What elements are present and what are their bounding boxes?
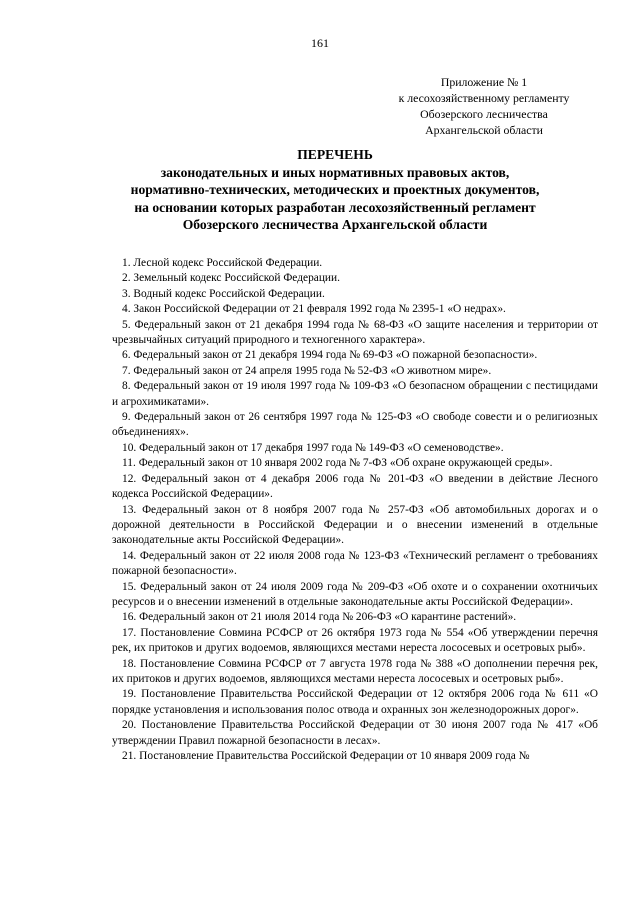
list-item [112, 503, 598, 549]
list-item-text: Федеральный закон от 4 декабря 2006 года № 201-ФЗ «О введении в действие Лесного кодекса Российской Федерации». [112, 472, 598, 501]
list-item-number: 21. [122, 750, 137, 762]
list-item-number: 8. [122, 380, 131, 393]
list-item [112, 687, 598, 718]
list-item-number: 18. [122, 657, 137, 670]
list-item [112, 318, 598, 349]
list-item [112, 626, 598, 657]
heading-line: Обозерского лесничества Архангельской области [182, 217, 488, 233]
appendix-line: Приложение № 1 [440, 75, 528, 89]
list-item-number: 20. [122, 719, 137, 732]
list-item [112, 441, 598, 456]
list-item [112, 749, 598, 764]
list-item [112, 549, 598, 580]
page-number: 161 [311, 36, 329, 50]
list-item [112, 348, 598, 363]
list-item-text: Федеральный закон от 22 июля 2008 года № 123-ФЗ «Технический регламент о требованиях пожарной безопасности». [112, 549, 598, 578]
list-item-text: Земельный кодекс Российской Федерации. [133, 272, 340, 285]
list-item-number: 7. [122, 364, 131, 377]
list-item [112, 610, 598, 625]
list-item-text: Федеральный закон от 21 декабря 1994 года № 68-ФЗ «О защите населения и территории от чрезвычайных ситуаций природного и техногенного характера». [112, 318, 598, 347]
appendix-note [370, 74, 598, 138]
list-item-number: 2. [122, 272, 131, 285]
list-item [112, 364, 598, 379]
list-item-number: 1. [122, 257, 131, 269]
list-item-number: 17. [122, 626, 137, 639]
list-item-number: 11. [122, 457, 136, 470]
list-item [112, 410, 598, 441]
heading-title: ПЕРЕЧЕНЬ [297, 147, 373, 162]
appendix-line: Обозерского лесничества [420, 107, 548, 121]
list-item-number: 12. [122, 472, 137, 485]
list-item [112, 718, 598, 749]
list-item-number: 5. [122, 318, 131, 331]
heading-line: законодательных и иных нормативных правовых актов, [160, 164, 510, 180]
list-item [112, 379, 598, 410]
list-item-text: Постановление Совмина РСФСР от 26 октября 1973 года № 554 «Об утверждении перечня рек, их притоков и других водоемов, являющихся местами нереста лососевых и осетровых рыб». [112, 626, 598, 655]
list-item-text: Постановление Совмина РСФСР от 7 августа 1978 года № 388 «О дополнении перечня рек, их притоков и других водоемов, являющихся местами нереста лососевых и осетровых рыб». [112, 657, 598, 685]
list-item-number: 3. [122, 287, 131, 300]
list-item [112, 456, 598, 471]
list-item-number: 15. [122, 580, 137, 593]
list-item-number: 10. [122, 441, 137, 454]
list-item-text: Закон Российской Федерации от 21 февраля 1992 года № 2395-1 «О недрах». [133, 303, 506, 316]
list-item-number: 19. [122, 688, 137, 701]
list-item-text: Федеральный закон от 24 июля 2009 года № 209-ФЗ «Об охоте и о сохранении охотничьих ресурсов и о внесении изменений в отдельные законодательные акты Российской Федерации». [112, 580, 598, 608]
list-item [112, 472, 598, 503]
list-item [112, 302, 598, 317]
list-item-text: Федеральный закон от 10 января 2002 года № 7-ФЗ «Об охране окружающей среды». [138, 457, 553, 470]
appendix-line: к лесохозяйственному регламенту [398, 91, 570, 105]
list-item-text: Федеральный закон от 26 сентября 1997 года № 125-ФЗ «О свободе совести и о религиозных объединениях». [112, 411, 598, 439]
list-item-number: 14. [122, 549, 137, 562]
list-item-number: 16. [122, 611, 137, 624]
list-item-number: 4. [122, 303, 131, 316]
list-item-text: Постановление Правительства Российской Федерации от 12 октября 2006 года № 611 «О порядке установления и использования полос отвода и охранных зон железнодорожных дорог». [112, 688, 598, 716]
list-item-text: Лесной кодекс Российской Федерации. [133, 257, 323, 269]
document-heading [100, 146, 570, 234]
list-item-text: Федеральный закон от 21 декабря 1994 года № 69-ФЗ «О пожарной безопасности». [133, 349, 538, 362]
list-item-number: 9. [122, 411, 131, 424]
list-item [112, 657, 598, 688]
list-item-text: Федеральный закон от 19 июля 1997 года № 109-ФЗ «О безопасном обращении с пестицидами и агрохимикатами». [112, 380, 598, 408]
list-item-text: Постановление Правительства Российской Федерации от 10 января 2009 года № [139, 750, 530, 762]
document-list [112, 256, 598, 764]
heading-line: на основании которых разработан лесохозяйственный регламент [134, 199, 536, 215]
list-item-text: Федеральный закон от 24 апреля 1995 года № 52-ФЗ «О животном мире». [133, 364, 492, 377]
list-item-number: 6. [122, 349, 131, 362]
list-item [112, 287, 598, 302]
list-item [112, 580, 598, 611]
list-item-text: Федеральный закон от 8 ноября 2007 года № 257-ФЗ «Об автомобильных дорогах и о дорожной деятельности в Российской Федерации и о внесении изменений в отдельные законодательные акты Российской Федерации». [112, 503, 599, 547]
list-item-text: Водный кодекс Российской Федерации. [133, 287, 325, 300]
heading-line: нормативно-технических, методических и проектных документов, [130, 182, 540, 198]
list-item [112, 256, 598, 271]
list-item-text: Федеральный закон от 17 декабря 1997 года № 149-ФЗ «О семеноводстве». [139, 441, 504, 454]
appendix-line: Архангельской области [425, 123, 543, 137]
list-item-text: Постановление Правительства Российской Федерации от 30 июня 2007 года № 417 «Об утверждении Правил пожарной безопасности в лесах». [112, 719, 598, 747]
list-item [112, 271, 598, 286]
list-item-text: Федеральный закон от 21 июля 2014 года № 206-ФЗ «О карантине растений». [139, 611, 517, 624]
list-item-number: 13. [122, 503, 137, 516]
